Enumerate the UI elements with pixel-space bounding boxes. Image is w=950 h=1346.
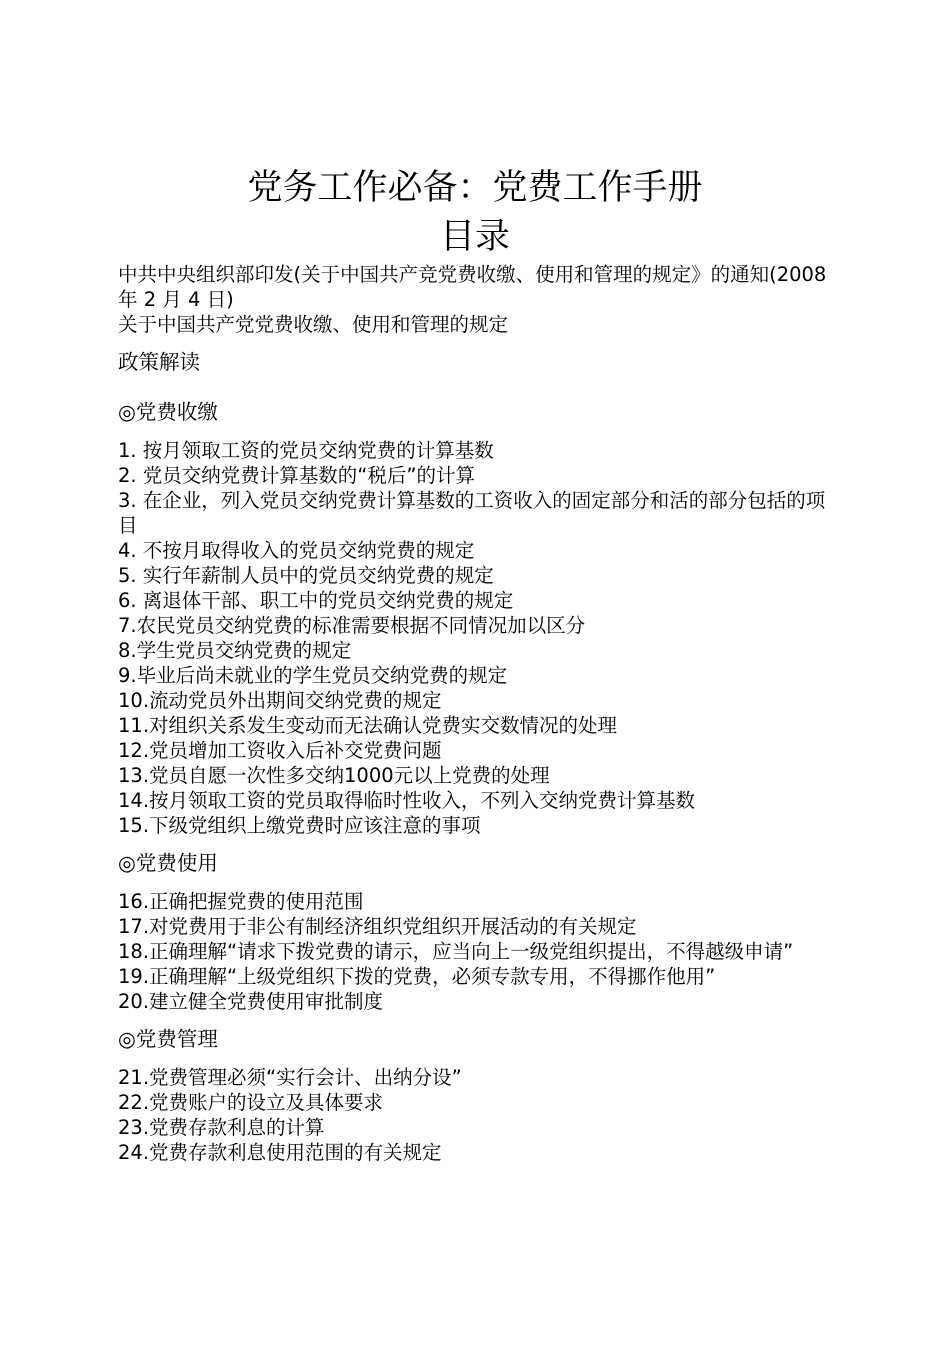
toc-item: 3. 在企业，列入党员交纳党费计算基数的工资收入的固定部分和活的部分包括的项目 bbox=[118, 489, 826, 537]
toc-item: 19.正确理解“上级党组织下拨的党费，必须专款专用，不得挪作他用” bbox=[118, 965, 716, 988]
toc-item: 9.毕业后尚未就业的学生党员交纳党费的规定 bbox=[118, 664, 508, 687]
toc-item: 6. 离退体干部、职工中的党员交纳党费的规定 bbox=[118, 589, 514, 612]
toc-item: 20.建立健全党费使用审批制度 bbox=[118, 990, 384, 1013]
toc-item: 11.对组织关系发生变动而无法确认党费实交数情况的处理 bbox=[118, 714, 618, 737]
toc-content bbox=[118, 262, 834, 1165]
toc-item: 23.党费存款利息的计算 bbox=[118, 1116, 325, 1139]
document-title: 党务工作必备：党费工作手册 bbox=[247, 168, 703, 208]
toc-item: 24.党费存款利息使用范围的有关规定 bbox=[118, 1141, 442, 1164]
toc-item: 16.正确把握党费的使用范围 bbox=[118, 890, 364, 913]
toc-item: 5. 实行年薪制人员中的党员交纳党费的规定 bbox=[118, 564, 494, 587]
section-heading-collection: ◎党费收缴 bbox=[118, 400, 218, 424]
section-heading-management: ◎党费管理 bbox=[118, 1027, 218, 1051]
toc-item: 8.学生党员交纳党费的规定 bbox=[118, 639, 352, 662]
toc-item: 18.正确理解“请求下拨党费的请示，应当向上一级党组织提出，不得越级申请” bbox=[118, 940, 794, 963]
toc-item: 2. 党员交纳党费计算基数的“税后”的计算 bbox=[118, 464, 476, 487]
toc-item: 1. 按月领取工资的党员交纳党费的计算基数 bbox=[118, 439, 494, 462]
document-subtitle: 目录 bbox=[439, 217, 510, 257]
toc-item: 14.按月领取工资的党员取得临时性收入，不列入交纳党费计算基数 bbox=[118, 789, 696, 812]
toc-item: 7.农民党员交纳党费的标准需要根据不同情况加以区分 bbox=[118, 614, 586, 637]
toc-item: 22.党费账户的设立及具体要求 bbox=[118, 1091, 384, 1114]
intro-line-regulation: 关于中国共产党党费收缴、使用和管理的规定 bbox=[118, 313, 509, 336]
section-heading-usage: ◎党费使用 bbox=[118, 851, 218, 875]
toc-item: 21.党费管理必须“实行会计、出纳分设” bbox=[118, 1066, 462, 1089]
toc-item: 4. 不按月取得收入的党员交纳党费的规定 bbox=[118, 539, 475, 562]
toc-item: 15.下级党组织上缴党费时应该注意的事项 bbox=[118, 814, 481, 837]
policy-heading: 政策解读 bbox=[118, 350, 200, 374]
toc-item: 17.对党费用于非公有制经济组织党组织开展活动的有关规定 bbox=[118, 915, 637, 938]
toc-item: 13.党员自愿一次性多交纳1000元以上党费的处理 bbox=[118, 764, 550, 787]
intro-line-notice: 中共中央组织部印发(关于中国共产竞党费收缴、使用和管理的规定》的通知(2008 年 2 月 4 日) bbox=[118, 263, 827, 311]
toc-item: 10.流动党员外出期间交纳党费的规定 bbox=[118, 689, 442, 712]
toc-item: 12.党员增加工资收入后补交党费问题 bbox=[118, 739, 442, 762]
